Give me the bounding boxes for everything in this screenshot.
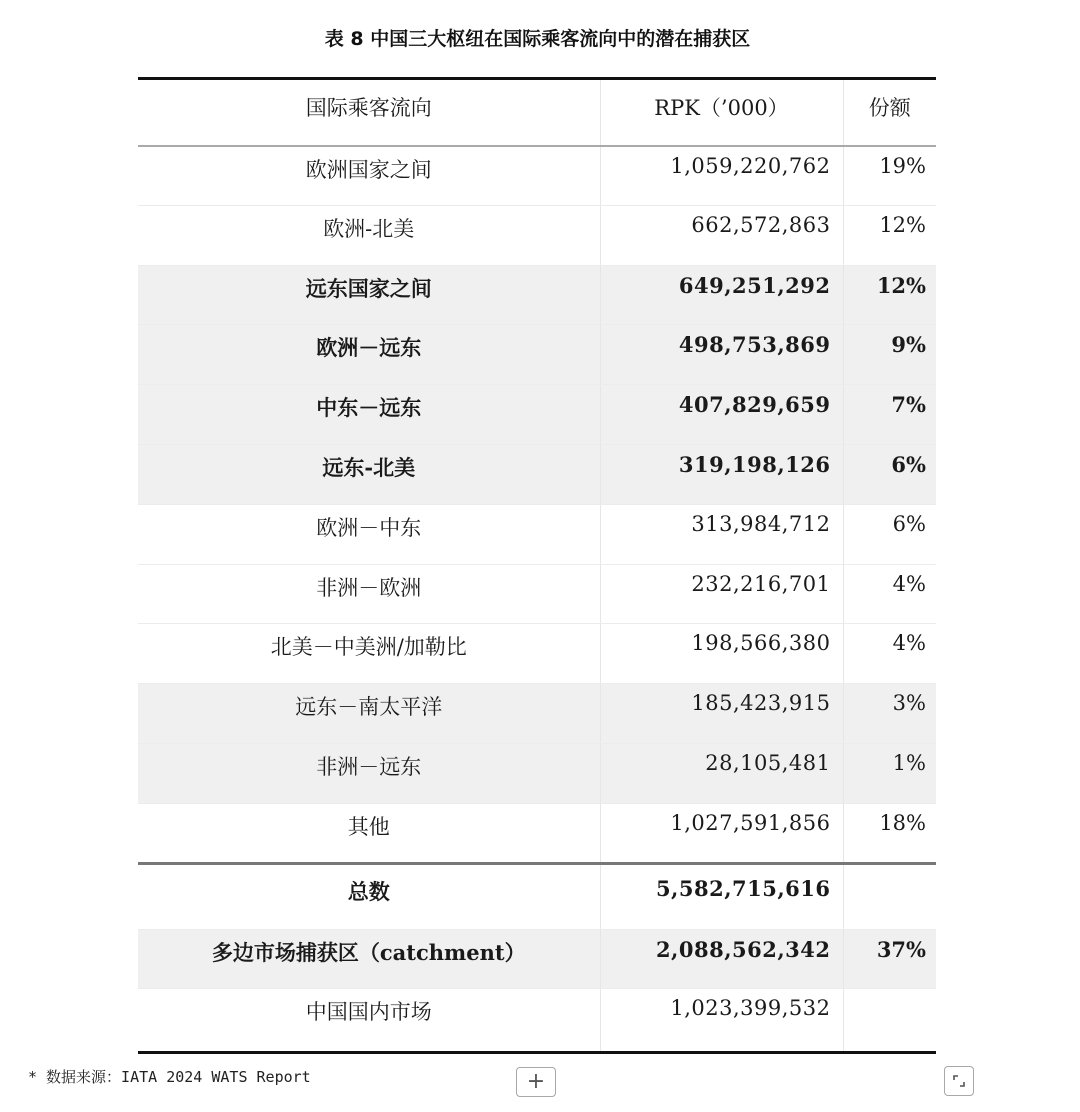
table-row	[138, 504, 936, 564]
share-cell: 4%	[843, 624, 936, 684]
header-rpk: RPK（’000）	[600, 79, 843, 146]
flow-cell: 其他	[138, 803, 600, 863]
table-row	[138, 803, 936, 863]
share-cell: 6%	[843, 444, 936, 504]
plus-icon: +	[526, 1069, 546, 1094]
rpk-cell: 185,423,915	[600, 684, 843, 744]
table-row	[138, 564, 936, 624]
rpk-cell: 1,059,220,762	[600, 146, 843, 206]
flow-cell: 中国国内市场	[138, 989, 600, 1053]
flow-cell: 非洲－欧洲	[138, 564, 600, 624]
rpk-cell: 28,105,481	[600, 743, 843, 803]
rpk-cell: 649,251,292	[600, 265, 843, 325]
source-note: * 数据来源：IATA 2024 WATS Report	[28, 1068, 311, 1086]
flow-cell: 欧洲－远东	[138, 325, 600, 385]
share-cell	[843, 989, 936, 1053]
share-cell: 18%	[843, 803, 936, 863]
rpk-cell: 198,566,380	[600, 624, 843, 684]
flow-cell: 中东－远东	[138, 385, 600, 445]
rpk-cell: 498,753,869	[600, 325, 843, 385]
flow-cell: 总数	[138, 863, 600, 929]
share-cell: 7%	[843, 385, 936, 445]
table-header-row	[138, 79, 936, 146]
total-row	[138, 863, 936, 929]
share-cell: 1%	[843, 743, 936, 803]
flow-cell: 欧洲国家之间	[138, 146, 600, 206]
table-row	[138, 624, 936, 684]
rpk-cell: 319,198,126	[600, 444, 843, 504]
share-cell	[843, 863, 936, 929]
rpk-cell: 1,023,399,532	[600, 989, 843, 1053]
catchment-row	[138, 929, 936, 989]
share-cell: 19%	[843, 146, 936, 206]
header-share: 份额	[843, 79, 936, 146]
table-row	[138, 444, 936, 504]
passenger-flow-table	[138, 77, 936, 1054]
share-cell: 12%	[843, 265, 936, 325]
rpk-cell: 662,572,863	[600, 205, 843, 265]
share-cell: 9%	[843, 325, 936, 385]
table-row	[138, 325, 936, 385]
flow-cell: 远东-北美	[138, 444, 600, 504]
expand-icon	[951, 1073, 967, 1089]
flow-cell: 北美－中美洲/加勒比	[138, 624, 600, 684]
table-row	[138, 146, 936, 206]
flow-cell: 非洲－远东	[138, 743, 600, 803]
table-row	[138, 385, 936, 445]
share-cell: 3%	[843, 684, 936, 744]
flow-cell: 多边市场捕获区（catchment）	[138, 929, 600, 989]
header-flow: 国际乘客流向	[138, 79, 600, 146]
table-row	[138, 684, 936, 744]
share-cell: 12%	[843, 205, 936, 265]
flow-cell: 远东－南太平洋	[138, 684, 600, 744]
rpk-cell: 5,582,715,616	[600, 863, 843, 929]
flow-cell: 欧洲－中东	[138, 504, 600, 564]
rpk-cell: 313,984,712	[600, 504, 843, 564]
table-title: 表 8 中国三大枢纽在国际乘客流向中的潜在捕获区	[324, 28, 751, 50]
table-row	[138, 205, 936, 265]
share-cell: 6%	[843, 504, 936, 564]
rpk-cell: 1,027,591,856	[600, 803, 843, 863]
rpk-cell: 407,829,659	[600, 385, 843, 445]
flow-cell: 欧洲-北美	[138, 205, 600, 265]
flow-cell: 远东国家之间	[138, 265, 600, 325]
add-button[interactable]	[516, 1067, 556, 1097]
share-cell: 4%	[843, 564, 936, 624]
table-row	[138, 265, 936, 325]
table-row	[138, 743, 936, 803]
rpk-cell: 232,216,701	[600, 564, 843, 624]
expand-button[interactable]	[944, 1066, 974, 1096]
rpk-cell: 2,088,562,342	[600, 929, 843, 989]
share-cell: 37%	[843, 929, 936, 989]
domestic-row	[138, 989, 936, 1053]
